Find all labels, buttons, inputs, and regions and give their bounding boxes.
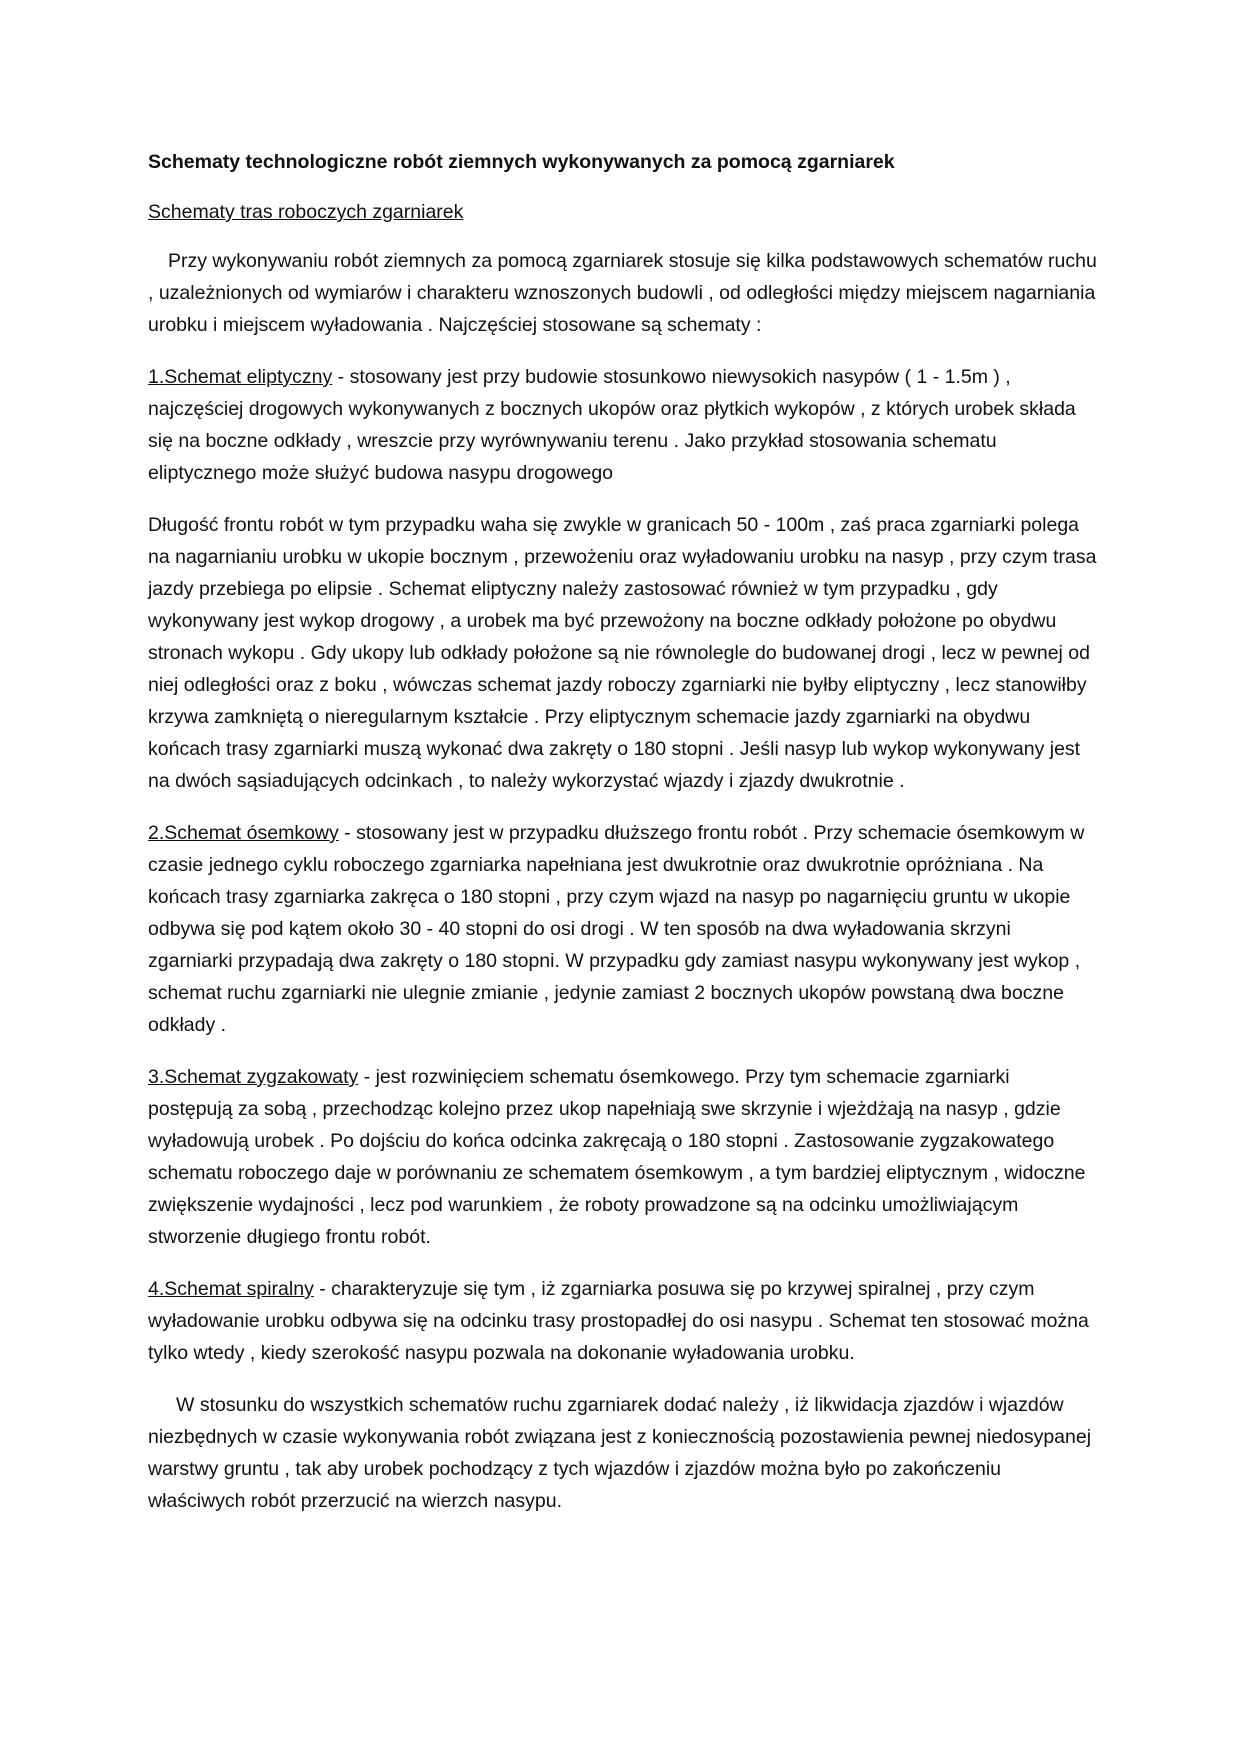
scheme-figure-eight-text: - stosowany jest w przypadku dłuższego frontu robót . Przy schemacie ósemkowym w czasie jednego cyklu roboczego zgarniarka napełniana jest dwukrotnie oraz dwukrotnie opróżniana . Na końcach trasy zgarniarka zakręca o 180 stopni , przy czym wjazd na nasyp po nagarnięciu gruntu w ukopie odbywa się pod kątem około 30 - 40 stopni do osi drogi . W ten sposób na dwa wyładowania skrzyni zgarniarki przypadają dwa zakręty o 180 stopni. W przypadku gdy zamiast nasypu wykonywany jest wykop , schemat ruchu zgarniarki nie ulegnie zmianie , jedynie zamiast 2 bocznych ukopów powstaną dwa boczne odkłady . — [148, 822, 1085, 1036]
scheme-spiral-paragraph — [148, 1273, 1098, 1369]
intro-paragraph: Przy wykonywaniu robót ziemnych za pomocą zgarniarek stosuje się kilka podstawowych schematów ruchu , uzależnionych od wymiarów i charakteru wznoszonych budowli , od odległości między miejscem nagarniania urobku i miejscem wyładowania . Najczęściej stosowane są schematy : — [148, 250, 1097, 336]
scheme-zigzag-text: - jest rozwinięciem schematu ósemkowego. Przy tym schemacie zgarniarki postępują za sobą , przechodząc kolejno przez ukop napełniają swe skrzynie i wjeżdżają na nasyp , gdzie wyładowują urobek . Po dojściu do końca odcinka zakręcają o 180 stopni . Zastosowanie zygzakowatego schematu roboczego daje w porównaniu ze schematem ósemkowym , a tym bardziej eliptycznym , widoczne zwiększenie wydajności , lecz pod warunkiem , że roboty prowadzone są na odcinku umożliwiającym stworzenie długiego frontu robót. — [148, 1066, 1086, 1248]
scheme-figure-eight-paragraph — [148, 817, 1098, 1041]
section-subtitle: Schematy tras roboczych zgarniarek — [148, 201, 464, 223]
closing-paragraph: W stosunku do wszystkich schematów ruchu zgarniarek dodać należy , iż likwidacja zjazdów i wjazdów niezbędnych w czasie wykonywania robót związana jest z koniecznością pozostawienia pewnej niedosypanej warstwy gruntu , tak aby urobek pochodzący z tych wjazdów i zjazdów można było po zakończeniu właściwych robót przerzucić na wierzch nasypu. — [148, 1394, 1092, 1512]
scheme-elliptical-heading: 1.Schemat eliptyczny — [148, 366, 333, 388]
document-page — [148, 146, 1098, 1537]
scheme-elliptical-details: Długość frontu robót w tym przypadku waha się zwykle w granicach 50 - 100m , zaś praca zgarniarki polega na nagarnianiu urobku w ukopie bocznym , przewożeniu oraz wyładowaniu urobku na nasyp , przy czym trasa jazdy przebiega po elipsie . Schemat eliptyczny należy zastosować również w tym przypadku , gdy wykonywany jest wykop drogowy , a urobek ma być przewożony na boczne odkłady położone po obydwu stronach wykopu . Gdy ukopy lub odkłady położone są nie równolegle do budowanej drogi , lecz w pewnej od niej odległości oraz z boku , wówczas schemat jazdy roboczy zgarniarki nie byłby eliptyczny , lecz stanowiłby krzywa zamkniętą o nieregularnym kształcie . Przy eliptycznym schemacie jazdy zgarniarki na obydwu końcach trasy zgarniarki muszą wykonać dwa zakręty o 180 stopni . Jeśli nasyp lub wykop wykonywany jest na dwóch sąsiadujących odcinkach , to należy wykorzystać wjazdy i zjazdy dwukrotnie . — [148, 514, 1097, 792]
scheme-figure-eight-heading: 2.Schemat ósemkowy — [148, 822, 339, 844]
scheme-elliptical-text: - stosowany jest przy budowie stosunkowo niewysokich nasypów ( 1 - 1.5m ) , najczęściej drogowych wykonywanych z bocznych ukopów oraz płytkich wykopów , z których urobek składa się na boczne odkłady , wreszcie przy wyrównywaniu terenu . Jako przykład stosowania schematu eliptycznego może służyć budowa nasypu drogowego — [148, 366, 1076, 484]
scheme-spiral-text: - charakteryzuje się tym , iż zgarniarka posuwa się po krzywej spiralnej , przy czym wyładowanie urobku odbywa się na odcinku trasy prostopadłej do osi nasypu . Schemat ten stosować można tylko wtedy , kiedy szerokość nasypu pozwala na dokonanie wyładowania urobku. — [148, 1278, 1089, 1364]
document-title: Schematy technologiczne robót ziemnych wykonywanych za pomocą zgarniarek — [148, 151, 895, 173]
scheme-spiral-heading: 4.Schemat spiralny — [148, 1278, 314, 1300]
scheme-zigzag-paragraph — [148, 1061, 1098, 1253]
scheme-elliptical-paragraph — [148, 361, 1098, 489]
scheme-zigzag-heading: 3.Schemat zygzakowaty — [148, 1066, 359, 1088]
